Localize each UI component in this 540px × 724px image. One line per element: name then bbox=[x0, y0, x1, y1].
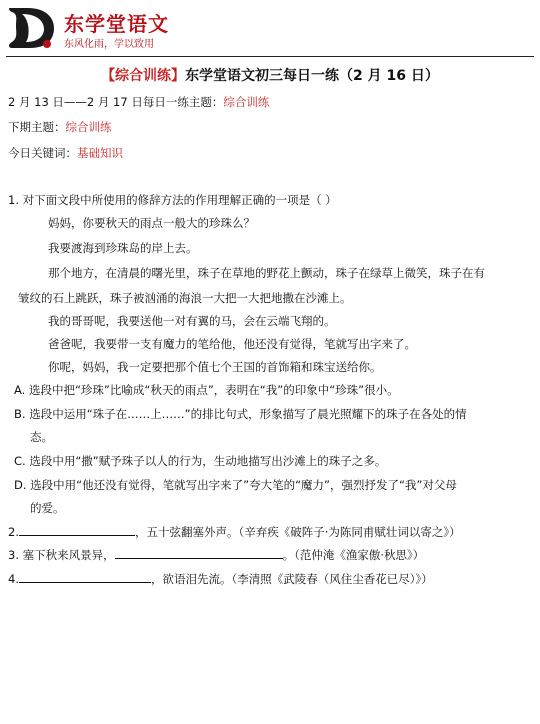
question-4 bbox=[8, 571, 433, 587]
title-main: 东学堂语文初三每日一练（2 月 16 日） bbox=[185, 68, 439, 84]
question-2-text: ，五十弦翻塞外声。（辛弃疾《破阵子·为陈同甫赋壮词以寄之》） bbox=[134, 525, 461, 539]
logo-icon bbox=[6, 4, 58, 52]
next-theme-label: 下期主题： bbox=[8, 120, 66, 134]
question-2-number: 2. bbox=[8, 525, 19, 539]
option-d: D. 选段中用“他还没有觉得，笔就写出字来了”夸大笔的“魔力”，强烈抒发了“我”对父母 bbox=[14, 478, 457, 492]
question-3-text: 3. 塞下秋来风景异， bbox=[8, 548, 115, 562]
header bbox=[0, 0, 540, 56]
header-divider bbox=[6, 56, 534, 57]
passage-line: 皱纹的石上跳跃，珠子被汹涌的海浪一大把一大把地撒在沙滩上。 bbox=[18, 291, 352, 305]
brand-slogan: 东风化雨，学以致用 bbox=[64, 39, 154, 50]
page-title bbox=[0, 65, 540, 85]
keyword-value: 基础知识 bbox=[77, 146, 123, 160]
answer-blank-4[interactable] bbox=[19, 571, 151, 583]
question-2 bbox=[8, 524, 461, 540]
theme-label: 2 月 13 日——2 月 17 日每日一练主题： bbox=[8, 95, 224, 109]
title-tag: 【综合训练】 bbox=[101, 68, 186, 84]
question-1-stem: 1. 对下面文段中所使用的修辞方法的作用理解正确的一项是（ ） bbox=[8, 193, 337, 207]
passage-line: 妈妈，你要秋天的雨点一般大的珍珠么？ bbox=[48, 216, 255, 230]
brand-name: 东学堂语文 bbox=[64, 12, 169, 36]
answer-blank-2[interactable] bbox=[19, 524, 135, 536]
passage-line: 我要渡海到珍珠岛的岸上去。 bbox=[48, 241, 198, 255]
option-d-continued: 的爱。 bbox=[30, 501, 65, 515]
theme-line bbox=[8, 94, 269, 110]
option-c: C. 选段中用“撒”赋予珠子以人的行为，生动地描写出沙滩上的珠子之多。 bbox=[14, 454, 387, 468]
theme-value: 综合训练 bbox=[223, 95, 270, 109]
next-theme-value: 综合训练 bbox=[65, 120, 112, 134]
question-4-number: 4. bbox=[8, 572, 19, 586]
passage-line: 我的哥哥呢，我要送他一对有翼的马，会在云端飞翔的。 bbox=[48, 314, 336, 328]
question-3-source: 。（范仲淹《渔家傲·秋思》） bbox=[282, 548, 425, 562]
option-b-continued: 态。 bbox=[30, 430, 53, 444]
answer-blank-3[interactable] bbox=[115, 547, 283, 559]
passage-line: 你呢，妈妈，我一定要把那个值七个王国的首饰箱和珠宝送给你。 bbox=[48, 360, 382, 374]
option-b: B. 选段中运用“珠子在……上……”的排比句式，形象描写了晨光照耀下的珠子在各处的情 bbox=[14, 407, 467, 421]
keyword-line bbox=[8, 145, 123, 161]
passage-line: 那个地方，在清晨的曙光里，珠子在草地的野花上颤动，珠子在绿草上微笑，珠子在有 bbox=[48, 266, 485, 280]
next-theme-line bbox=[8, 119, 112, 135]
question-3 bbox=[8, 547, 424, 563]
keyword-label: 今日关键词： bbox=[8, 146, 77, 160]
passage-line: 爸爸呢，我要带一支有魔力的笔给他，他还没有觉得，笔就写出字来了。 bbox=[48, 337, 416, 351]
question-4-text: ，欲语泪先流。（李清照《武陵春（风住尘香花已尽）》） bbox=[150, 572, 433, 586]
option-a: A. 选段中把“珍珠”比喻成“秋天的雨点”，表明在“我”的印象中“珍珠”很小。 bbox=[14, 383, 399, 397]
